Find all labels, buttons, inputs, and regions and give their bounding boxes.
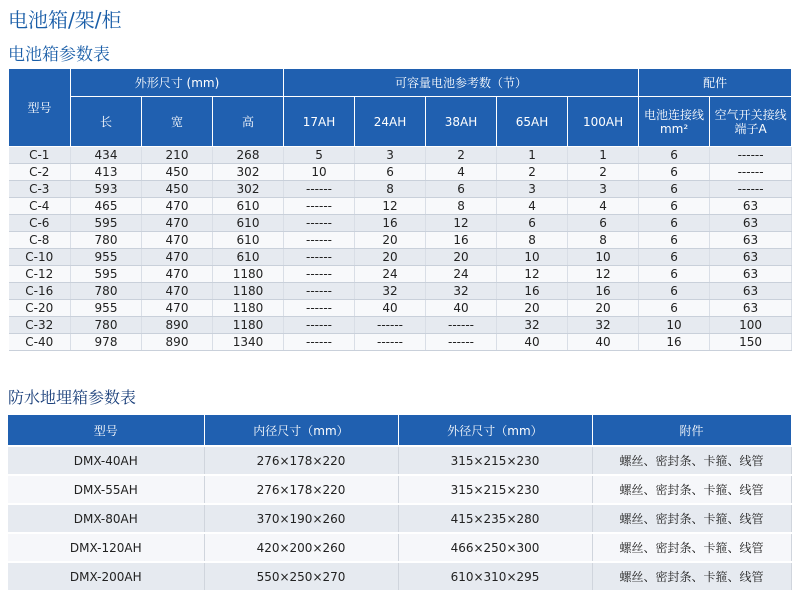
table-cell: 610×310×295	[398, 562, 592, 590]
table-cell: ------	[284, 266, 355, 283]
header-dimensions: 外形尺寸 (mm)	[71, 69, 284, 97]
table-cell: 10	[639, 317, 710, 334]
table-cell: 210	[142, 147, 213, 164]
table-cell: 610	[213, 215, 284, 232]
table-cell: 315×215×230	[398, 446, 592, 475]
table-cell: 24	[426, 266, 497, 283]
table-cell: DMX-120AH	[8, 533, 204, 562]
table-row	[9, 198, 792, 215]
table-cell: 20	[355, 232, 426, 249]
table-cell: 4	[568, 198, 639, 215]
table-cell: 434	[71, 147, 142, 164]
table-cell: 470	[142, 232, 213, 249]
buried-box-table	[8, 415, 792, 590]
table-row	[9, 164, 792, 181]
table-cell: 6	[639, 198, 710, 215]
table-cell: 63	[710, 198, 792, 215]
table-cell: 20	[568, 300, 639, 317]
table-cell: 595	[71, 215, 142, 232]
table-cell: 6	[639, 300, 710, 317]
table-cell: ------	[355, 317, 426, 334]
table-row	[9, 147, 792, 164]
table-row	[9, 215, 792, 232]
table-cell: 6	[639, 164, 710, 181]
table-cell: 1	[568, 147, 639, 164]
table-cell: 螺丝、密封条、卡箍、线管	[592, 533, 791, 562]
table-cell: 10	[284, 164, 355, 181]
table-cell: 63	[710, 232, 792, 249]
table-cell: 16	[497, 283, 568, 300]
table-cell: 1180	[213, 300, 284, 317]
table-cell: C-40	[9, 334, 71, 351]
table-cell: 6	[497, 215, 568, 232]
table-cell: C-10	[9, 249, 71, 266]
table-cell: 6	[639, 266, 710, 283]
table-cell: 螺丝、密封条、卡箍、线管	[592, 562, 791, 590]
header-model: 型号	[9, 69, 71, 147]
header-length: 长	[71, 97, 142, 147]
table-cell: 955	[71, 249, 142, 266]
table-cell: 螺丝、密封条、卡箍、线管	[592, 446, 791, 475]
table-cell: 2	[568, 164, 639, 181]
table-cell: DMX-40AH	[8, 446, 204, 475]
table-row	[8, 533, 791, 562]
table-cell: 610	[213, 198, 284, 215]
header-model: 型号	[8, 415, 204, 446]
table-row	[9, 334, 792, 351]
table-cell: 20	[426, 249, 497, 266]
table-cell: 8	[568, 232, 639, 249]
table-cell: ------	[284, 300, 355, 317]
table-row	[8, 562, 791, 590]
page-title: 电池箱/架/柜	[8, 8, 122, 32]
table-cell: 16	[426, 232, 497, 249]
table-cell: 595	[71, 266, 142, 283]
table-row	[9, 266, 792, 283]
table-cell: DMX-80AH	[8, 504, 204, 533]
table-cell: 3	[355, 147, 426, 164]
table-cell: 螺丝、密封条、卡箍、线管	[592, 475, 791, 504]
table-cell: 32	[497, 317, 568, 334]
table-cell: 955	[71, 300, 142, 317]
table-cell: DMX-55AH	[8, 475, 204, 504]
table-cell: ------	[710, 147, 792, 164]
table-cell: 8	[497, 232, 568, 249]
header-38ah: 38AH	[426, 97, 497, 147]
table-cell: DMX-200AH	[8, 562, 204, 590]
table-cell: 150	[710, 334, 792, 351]
table-cell: 24	[355, 266, 426, 283]
table-cell: 100	[710, 317, 792, 334]
table-cell: 63	[710, 266, 792, 283]
table-cell: 470	[142, 266, 213, 283]
header-capacity: 可容量电池参考数（节）	[284, 69, 639, 97]
table-cell: C-32	[9, 317, 71, 334]
table-row	[8, 446, 791, 475]
table-row	[9, 283, 792, 300]
table-cell: 12	[355, 198, 426, 215]
table-cell: 415×235×280	[398, 504, 592, 533]
table-cell: 470	[142, 283, 213, 300]
table-cell: 6	[639, 232, 710, 249]
table-cell: 302	[213, 181, 284, 198]
header-17ah: 17AH	[284, 97, 355, 147]
header-100ah: 100AH	[568, 97, 639, 147]
table-cell: 16	[639, 334, 710, 351]
table-cell: C-3	[9, 181, 71, 198]
table-cell: 1180	[213, 283, 284, 300]
table-cell: C-4	[9, 198, 71, 215]
table-cell: 63	[710, 283, 792, 300]
table-cell: 40	[355, 300, 426, 317]
table-cell: 4	[497, 198, 568, 215]
table-cell: ------	[355, 334, 426, 351]
table-cell: ------	[284, 283, 355, 300]
table-cell: 550×250×270	[204, 562, 398, 590]
table-cell: 32	[355, 283, 426, 300]
table-cell: 470	[142, 198, 213, 215]
table-row	[9, 249, 792, 266]
table-row	[9, 232, 792, 249]
header-height: 高	[213, 97, 284, 147]
table-cell: 1340	[213, 334, 284, 351]
table-cell: 6	[568, 215, 639, 232]
table-cell: 12	[497, 266, 568, 283]
table-cell: 780	[71, 283, 142, 300]
table-cell: 450	[142, 164, 213, 181]
table-cell: ------	[710, 181, 792, 198]
table-cell: 8	[355, 181, 426, 198]
table-cell: 16	[568, 283, 639, 300]
table-cell: 450	[142, 181, 213, 198]
header-attachments: 附件	[592, 415, 791, 446]
table-cell: 780	[71, 232, 142, 249]
table-cell: 6	[426, 181, 497, 198]
table-cell: 20	[355, 249, 426, 266]
header-24ah: 24AH	[355, 97, 426, 147]
table-cell: 4	[426, 164, 497, 181]
table-row	[9, 300, 792, 317]
table-cell: 5	[284, 147, 355, 164]
table-row	[8, 475, 791, 504]
table-cell: 63	[710, 249, 792, 266]
table-cell: ------	[284, 232, 355, 249]
table-cell: 315×215×230	[398, 475, 592, 504]
table-cell: 63	[710, 215, 792, 232]
table-cell: 63	[710, 300, 792, 317]
table-cell: C-2	[9, 164, 71, 181]
table-cell: 12	[426, 215, 497, 232]
table-cell: 610	[213, 249, 284, 266]
table-cell: ------	[710, 164, 792, 181]
table-cell: 40	[497, 334, 568, 351]
table-cell: 16	[355, 215, 426, 232]
table-cell: 40	[426, 300, 497, 317]
table-cell: C-16	[9, 283, 71, 300]
table-cell: 螺丝、密封条、卡箍、线管	[592, 504, 791, 533]
table-cell: 302	[213, 164, 284, 181]
header-inner-size: 内径尺寸（mm）	[204, 415, 398, 446]
header-switch: 空气开关接线端子A	[710, 97, 792, 147]
table-row	[9, 181, 792, 198]
table-cell: 466×250×300	[398, 533, 592, 562]
table-cell: 268	[213, 147, 284, 164]
table-cell: 780	[71, 317, 142, 334]
table-cell: C-8	[9, 232, 71, 249]
table-cell: 413	[71, 164, 142, 181]
table-cell: 470	[142, 249, 213, 266]
table-cell: 276×178×220	[204, 446, 398, 475]
buried-table-title: 防水地埋箱参数表	[8, 388, 137, 407]
table-cell: ------	[284, 334, 355, 351]
header-accessories: 配件	[639, 69, 792, 97]
table-cell: 593	[71, 181, 142, 198]
table-cell: 2	[426, 147, 497, 164]
table-cell: 890	[142, 334, 213, 351]
header-65ah: 65AH	[497, 97, 568, 147]
table-cell: 420×200×260	[204, 533, 398, 562]
table-cell: ------	[426, 317, 497, 334]
table-cell: 6	[355, 164, 426, 181]
header-outer-size: 外径尺寸（mm）	[398, 415, 592, 446]
table-cell: 12	[568, 266, 639, 283]
table-cell: ------	[426, 334, 497, 351]
table-cell: 465	[71, 198, 142, 215]
table-cell: ------	[284, 317, 355, 334]
table-cell: C-20	[9, 300, 71, 317]
table-cell: ------	[284, 249, 355, 266]
table-cell: 6	[639, 215, 710, 232]
table-cell: 10	[497, 249, 568, 266]
table-row	[8, 504, 791, 533]
table-cell: 32	[426, 283, 497, 300]
table-cell: 32	[568, 317, 639, 334]
table-cell: 978	[71, 334, 142, 351]
table-cell: 890	[142, 317, 213, 334]
table-cell: 470	[142, 300, 213, 317]
table-cell: 470	[142, 215, 213, 232]
table-cell: 10	[568, 249, 639, 266]
table-row	[9, 317, 792, 334]
table-cell: 370×190×260	[204, 504, 398, 533]
battery-box-table	[8, 68, 792, 351]
table-cell: C-6	[9, 215, 71, 232]
table-cell: 20	[497, 300, 568, 317]
table-cell: 8	[426, 198, 497, 215]
table-cell: 2	[497, 164, 568, 181]
table-cell: ------	[284, 215, 355, 232]
table-cell: ------	[284, 181, 355, 198]
table-cell: C-1	[9, 147, 71, 164]
table-cell: 1180	[213, 266, 284, 283]
table-cell: C-12	[9, 266, 71, 283]
battery-table-title: 电池箱参数表	[8, 45, 110, 65]
table-cell: ------	[284, 198, 355, 215]
table-cell: 1	[497, 147, 568, 164]
table-cell: 6	[639, 147, 710, 164]
table-cell: 40	[568, 334, 639, 351]
table-cell: 6	[639, 249, 710, 266]
table-cell: 6	[639, 181, 710, 198]
table-cell: 3	[568, 181, 639, 198]
table-cell: 610	[213, 232, 284, 249]
header-cable: 电池连接线mm²	[639, 97, 710, 147]
table-cell: 276×178×220	[204, 475, 398, 504]
table-cell: 1180	[213, 317, 284, 334]
table-cell: 6	[639, 283, 710, 300]
table-cell: 3	[497, 181, 568, 198]
header-width: 宽	[142, 97, 213, 147]
